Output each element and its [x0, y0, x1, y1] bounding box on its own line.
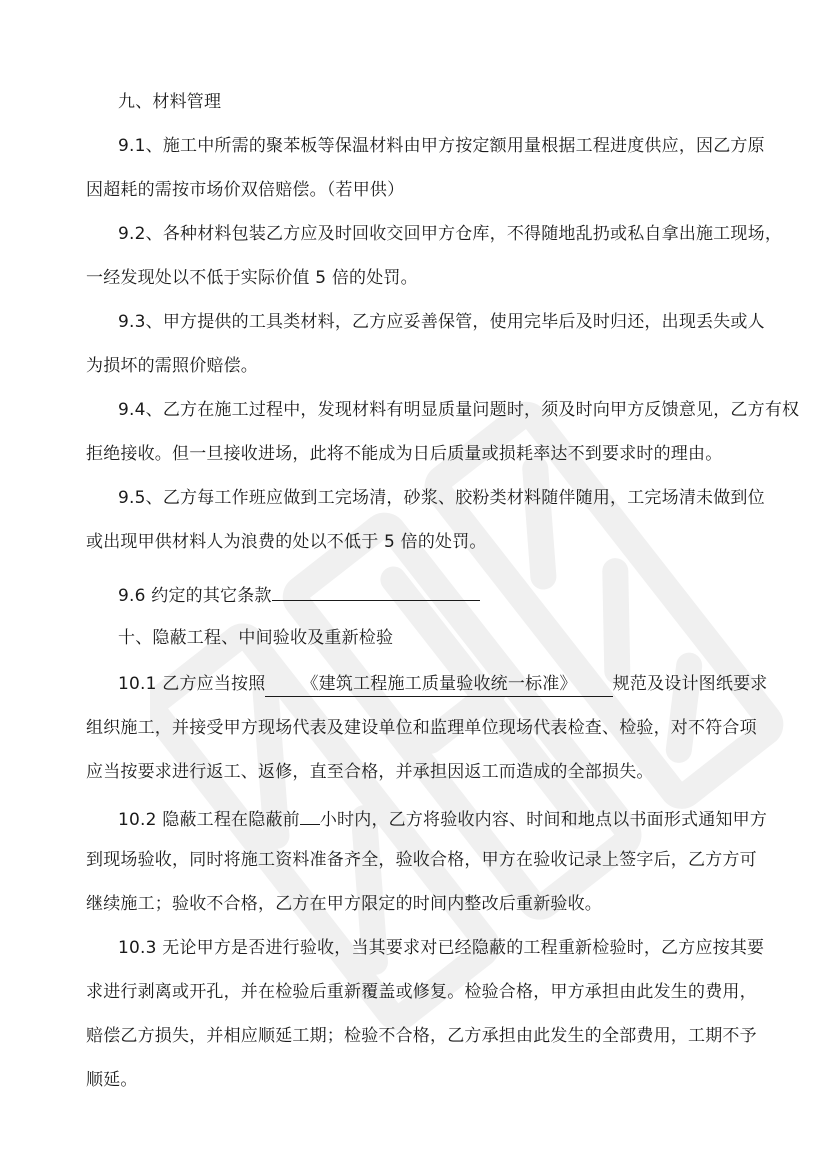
section-heading-10: 十、隐蔽工程、中间验收及重新检验 — [118, 628, 394, 648]
clause-10-3-line-1: 10.3 无论甲方是否进行验收，当其要求对已经隐蔽的工程重新检验时，乙方应按其要 — [118, 938, 765, 958]
standard-name-field[interactable]: 《建筑工程施工质量验收统一标准》 — [265, 672, 612, 697]
section-heading-9: 九、材料管理 — [118, 92, 222, 112]
clause-10-2-line-2: 到现场验收，同时将施工资料准备齐全，验收合格，甲方在验收记录上签字后，乙方方可 — [86, 850, 757, 870]
clause-10-2-prefix: 10.2 隐蔽工程在隐蔽前 — [118, 810, 300, 830]
clause-9-6 — [118, 580, 480, 608]
clause-10-1-prefix: 10.1 乙方应当按照 — [118, 674, 266, 694]
clause-9-1-line-2: 因超耗的需按市场价双倍赔偿。（若甲供） — [86, 180, 405, 200]
clause-10-2-line-1 — [118, 804, 767, 832]
clause-10-3-line-2: 求进行剥离或开孔，并在检验后重新覆盖或修复。检验合格，甲方承担由此发生的费用， — [86, 982, 757, 1002]
clause-9-1-line-1: 9.1、施工中所需的聚苯板等保温材料由甲方按定额用量根据工程进度供应，因乙方原 — [118, 136, 765, 156]
other-terms-blank[interactable] — [272, 580, 480, 601]
clause-10-1-suffix: 规范及设计图纸要求 — [612, 674, 768, 694]
clause-9-2-line-2: 一经发现处以不低于实际价值 5 倍的处罚。 — [86, 268, 418, 288]
clause-9-3-line-2: 为损坏的需照价赔偿。 — [86, 356, 258, 376]
clause-9-4-line-1: 9.4、乙方在施工过程中，发现材料有明显质量问题时，须及时向甲方反馈意见，乙方有权 — [118, 400, 800, 420]
clause-9-5-line-1: 9.5、乙方每工作班应做到工完场清，砂浆、胶粉类材料随伴随用，工完场清未做到位 — [118, 488, 765, 508]
clause-9-4-line-2: 拒绝接收。但一旦接收进场，此将不能成为日后质量或损耗率达不到要求时的理由。 — [86, 444, 723, 464]
clause-10-2-suffix: 小时内，乙方将验收内容、时间和地点以书面形式通知甲方 — [319, 810, 768, 830]
clause-9-5-line-2: 或出现甲供材料人为浪费的处以不低于 5 倍的处罚。 — [86, 532, 487, 552]
clause-9-6-label: 9.6 约定的其它条款 — [118, 586, 272, 606]
clause-10-1-line-2: 组织施工，并接受甲方现场代表及建设单位和监理单位现场代表检查、检验，对不符合项 — [86, 718, 757, 738]
clause-9-3-line-1: 9.3、甲方提供的工具类材料，乙方应妥善保管，使用完毕后及时归还，出现丢失或人 — [118, 312, 765, 332]
clause-10-3-line-4: 顺延。 — [86, 1070, 138, 1090]
clause-10-1-line-1 — [118, 672, 767, 697]
hours-blank[interactable] — [300, 804, 320, 825]
clause-10-1-line-3: 应当按要求进行返工、返修，直至合格，并承担因返工而造成的全部损失。 — [86, 762, 654, 782]
clause-10-2-line-3: 继续施工；验收不合格，乙方在甲方限定的时间内整改后重新验收。 — [86, 894, 602, 914]
clause-9-2-line-1: 9.2、各种材料包装乙方应及时回收交回甲方仓库，不得随地乱扔或私自拿出施工现场， — [118, 224, 783, 244]
clause-10-3-line-3: 赔偿乙方损失，并相应顺延工期；检验不合格，乙方承担由此发生的全部费用，工期不予 — [86, 1026, 757, 1046]
